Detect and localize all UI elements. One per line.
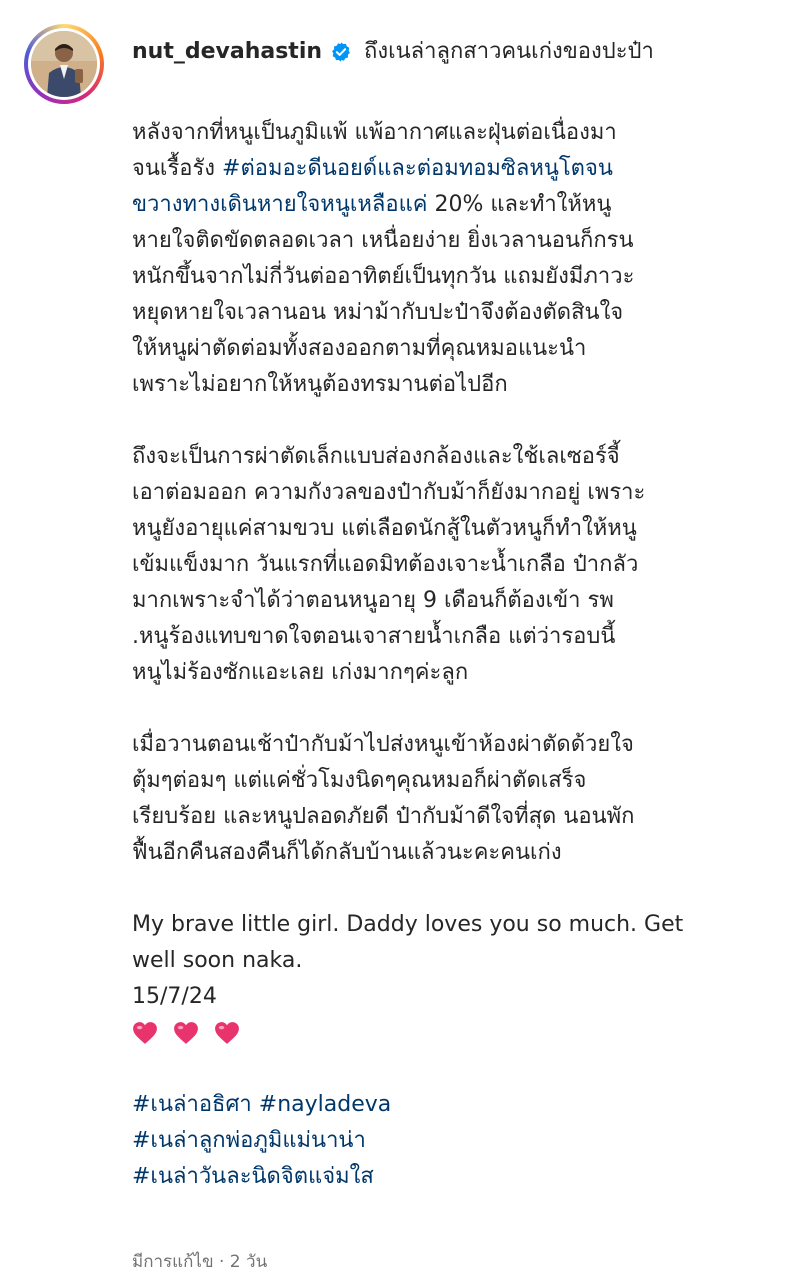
caption-paragraph-1 [132, 115, 762, 403]
avatar-photo [31, 31, 97, 97]
edited-timestamp: มีการแก้ไข · 2 วัน [132, 1252, 268, 1272]
caption-paragraph-3 [132, 727, 762, 871]
caption-line: หนูยังอายุแค่สามขวบ แต่เลือดนักสู้ในตัวหนูก็ทำให้หนู [132, 516, 637, 541]
caption-line: เพราะไม่อยากให้หนูต้องทรมานต่อไปอีก [132, 372, 508, 397]
caption-line: หยุดหายใจเวลานอน หม่าม้ากับปะป๋าจึงต้องตัดสินใจ [132, 300, 624, 325]
caption-line: well soon naka. [132, 948, 303, 973]
caption-text: จนเรื้อรัง [132, 156, 223, 181]
hashtags [132, 1087, 762, 1195]
avatar [31, 31, 97, 97]
hearts-row [132, 1015, 762, 1051]
caption-line: มากเพราะจำได้ว่าตอนหนูอายุ 9 เดือนก็ต้องเข้า รพ [132, 588, 614, 613]
caption-text: 20% และทำให้หนู [427, 192, 612, 217]
caption-line [132, 151, 762, 187]
hashtags-line [132, 1087, 762, 1123]
caption-line: ฟื้นอีกคืนสองคืนก็ได้กลับบ้านแล้วนะคะคนเก่ง [132, 840, 562, 865]
heart-icon [173, 1021, 199, 1045]
caption-line: เข้มแข็งมาก วันแรกที่แอดมิทต้องเจาะน้ำเกลือ ป๋ากลัว [132, 552, 639, 577]
caption-line: ตุ้มๆต่อมๆ แต่แค่ชั่วโมงนิดๆคุณหมอก็ผ่าตัดเสร็จ [132, 768, 587, 793]
caption-date: 15/7/24 [132, 984, 217, 1009]
caption-body [132, 115, 762, 1195]
caption-paragraph-2 [132, 439, 762, 691]
avatar-ring[interactable] [24, 24, 104, 104]
hashtag-link[interactable]: ขวางทางเดินหายใจหนูเหลือแค่ [132, 192, 428, 217]
caption-line [132, 187, 762, 223]
post-header [132, 36, 654, 68]
caption-line: หลังจากที่หนูเป็นภูมิแพ้ แพ้อากาศและฝุ่นต่อเนื่องมา [132, 120, 617, 145]
hashtags-line [132, 1123, 762, 1159]
caption-line: ให้หนูผ่าตัดต่อมทั้งสองออกตามที่คุณหมอแนะนำ [132, 336, 587, 361]
caption-line: เมื่อวานตอนเช้าป๋ากับม้าไปส่งหนูเข้าห้องผ่าตัดด้วยใจ [132, 732, 634, 757]
hashtags-line [132, 1159, 762, 1195]
caption-line: .หนูร้องแทบขาดใจตอนเจาสายน้ำเกลือ แต่ว่ารอบนี้ [132, 624, 616, 649]
caption-line: ถึงจะเป็นการผ่าตัดเล็กแบบส่องกล้องและใช้เลเซอร์จี้ [132, 444, 620, 469]
post-title: ถึงเนล่าลูกสาวคนเก่งของปะป๋า [364, 39, 654, 64]
heart-icon [214, 1021, 240, 1045]
caption-line: เรียบร้อย และหนูปลอดภัยดี ป๋ากับม้าดีใจที่สุด นอนพัก [132, 804, 635, 829]
hashtag-link[interactable]: #ต่อมอะดีนอยด์และต่อมทอมซิลหนูโตจน [222, 156, 613, 181]
caption-line: หนูไม่ร้องซักแอะเลย เก่งมากๆค่ะลูก [132, 660, 469, 685]
caption-line: My brave little girl. Daddy loves you so much. Get [132, 912, 684, 937]
hashtag-link[interactable]: #เนล่าวันละนิดจิตแจ่มใส [132, 1164, 374, 1189]
heart-icon [132, 1021, 158, 1045]
hashtag-link[interactable]: #nayladeva [258, 1092, 392, 1117]
caption-line: เอาต่อมออก ความกังวลของป๋ากับม้าก็ยังมากอยู่ เพราะ [132, 480, 646, 505]
username-link[interactable]: nut_devahastin [132, 39, 323, 64]
caption-paragraph-4 [132, 907, 762, 1051]
verified-badge-icon [330, 41, 352, 63]
hashtag-link[interactable]: #เนล่าลูกพ่อภูมิแม่นาน่า [132, 1128, 366, 1153]
caption-line: หนักขึ้นจากไม่กี่วันต่ออาทิตย์เป็นทุกวัน แถมยังมีภาวะ [132, 264, 635, 289]
hashtag-link[interactable]: #เนล่าอธิศา [132, 1092, 252, 1117]
caption-line: หายใจติดขัดตลอดเวลา เหนื่อยง่าย ยิ่งเวลานอนก็กรน [132, 228, 634, 253]
